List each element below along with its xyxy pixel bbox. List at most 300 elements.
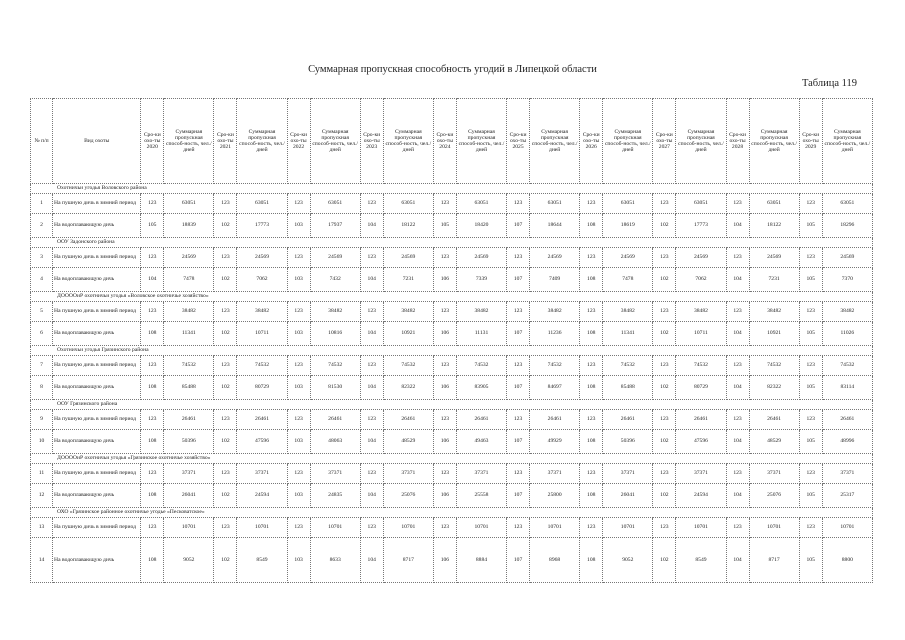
hunt-days-cell: 106 (433, 376, 456, 400)
hunt-days-cell: 107 (507, 484, 530, 508)
hunt-days-cell: 102 (653, 538, 676, 583)
hunt-days-cell: 123 (580, 518, 603, 538)
row-number: 5 (31, 302, 53, 322)
hunt-type-cell: На пушную дичь в зимний период (53, 464, 141, 484)
hunt-days-cell: 123 (653, 248, 676, 268)
capacity-cell: 48996 (822, 430, 872, 454)
table-row (31, 248, 873, 268)
capacity-cell: 10701 (310, 518, 360, 538)
capacity-cell: 63051 (676, 194, 726, 214)
hunt-days-cell: 103 (287, 322, 310, 346)
hunt-days-cell: 123 (287, 410, 310, 430)
hunt-type-cell: На пушную дичь в зимний период (53, 518, 141, 538)
section-row (31, 400, 873, 410)
hunt-type-cell: На пушную дичь в зимний период (53, 410, 141, 430)
header-hunt-days: Сро-ки охо-ты 2024 (433, 99, 456, 184)
capacity-cell: 10701 (749, 518, 799, 538)
capacity-cell: 63051 (383, 194, 433, 214)
capacity-cell: 74532 (456, 356, 506, 376)
table-header-row (31, 99, 873, 184)
hunt-days-cell: 123 (726, 302, 749, 322)
capacity-cell: 25076 (383, 484, 433, 508)
hunt-type-cell: На водоплавающую дичь (53, 376, 141, 400)
hunt-type-cell: На пушную дичь в зимний период (53, 302, 141, 322)
hunt-days-cell: 102 (653, 430, 676, 454)
header-capacity: Суммарная пропускная способ-ность, чел./дней (164, 99, 214, 184)
hunt-days-cell: 123 (507, 302, 530, 322)
header-hunt-days: Сро-ки охо-ты 2027 (653, 99, 676, 184)
hunt-days-cell: 123 (580, 464, 603, 484)
row-number: 3 (31, 248, 53, 268)
capacity-cell: 26461 (237, 410, 287, 430)
hunt-days-cell: 123 (433, 518, 456, 538)
hunt-days-cell: 123 (726, 464, 749, 484)
capacity-cell: 74532 (164, 356, 214, 376)
capacity-cell: 7409 (530, 268, 580, 292)
hunt-days-cell: 104 (360, 538, 383, 583)
hunt-days-cell: 123 (726, 248, 749, 268)
hunt-days-cell: 108 (141, 538, 164, 583)
hunt-days-cell: 123 (141, 302, 164, 322)
hunt-days-cell: 123 (287, 518, 310, 538)
capacity-cell: 10701 (237, 518, 287, 538)
capacity-cell: 38482 (530, 302, 580, 322)
capacity-cell: 74532 (603, 356, 653, 376)
capacity-cell: 83114 (822, 376, 872, 400)
hunt-days-cell: 104 (360, 322, 383, 346)
hunt-days-cell: 123 (214, 518, 237, 538)
capacity-cell: 10701 (603, 518, 653, 538)
table-row (31, 376, 873, 400)
capacity-cell: 37371 (676, 464, 726, 484)
capacity-cell: 10701 (383, 518, 433, 538)
hunt-days-cell: 104 (726, 538, 749, 583)
section-row (31, 454, 873, 464)
capacity-cell: 82322 (749, 376, 799, 400)
capacity-cell: 24569 (456, 248, 506, 268)
hunt-days-cell: 102 (214, 322, 237, 346)
hunt-days-cell: 123 (507, 194, 530, 214)
hunt-days-cell: 104 (360, 214, 383, 238)
table-row (31, 356, 873, 376)
hunt-days-cell: 123 (653, 518, 676, 538)
capacity-cell: 37371 (822, 464, 872, 484)
capacity-cell: 18839 (164, 214, 214, 238)
capacity-cell: 10816 (310, 322, 360, 346)
capacity-cell: 7370 (822, 268, 872, 292)
capacity-cell: 26461 (676, 410, 726, 430)
hunt-days-cell: 102 (653, 214, 676, 238)
header-capacity: Суммарная пропускная способ-ность, чел./дней (749, 99, 799, 184)
capacity-cell: 8717 (383, 538, 433, 583)
row-number: 7 (31, 356, 53, 376)
hunt-days-cell: 123 (799, 410, 822, 430)
capacity-cell: 49929 (530, 430, 580, 454)
hunt-days-cell: 123 (214, 410, 237, 430)
hunt-days-cell: 123 (214, 464, 237, 484)
hunt-days-cell: 123 (799, 518, 822, 538)
row-number: 9 (31, 410, 53, 430)
capacity-cell: 63051 (310, 194, 360, 214)
hunt-days-cell: 123 (580, 356, 603, 376)
hunt-days-cell: 123 (580, 194, 603, 214)
hunt-days-cell: 123 (507, 464, 530, 484)
hunt-days-cell: 123 (433, 194, 456, 214)
header-capacity: Суммарная пропускная способ-ность, чел./дней (530, 99, 580, 184)
hunt-days-cell: 105 (799, 430, 822, 454)
section-title: ДООООиР охотничьи угодья «Воловское охотничье хозяйство» (31, 292, 873, 302)
hunt-days-cell: 103 (287, 268, 310, 292)
capacity-cell: 85488 (603, 376, 653, 400)
hunt-days-cell: 123 (360, 302, 383, 322)
capacity-cell: 63051 (237, 194, 287, 214)
hunt-days-cell: 123 (726, 518, 749, 538)
capacity-cell: 7478 (603, 268, 653, 292)
capacity-cell: 10701 (456, 518, 506, 538)
header-hunt-days: Сро-ки охо-ты 2020 (141, 99, 164, 184)
capacity-cell: 8884 (456, 538, 506, 583)
hunt-days-cell: 108 (141, 322, 164, 346)
capacity-cell: 84697 (530, 376, 580, 400)
capacity-cell: 8549 (237, 538, 287, 583)
header-capacity: Суммарная пропускная способ-ность, чел./дней (383, 99, 433, 184)
capacity-cell: 26461 (456, 410, 506, 430)
header-hunt-days: Сро-ки охо-ты 2028 (726, 99, 749, 184)
hunt-days-cell: 123 (214, 194, 237, 214)
section-row (31, 292, 873, 302)
hunt-days-cell: 108 (580, 214, 603, 238)
capacity-cell: 7432 (310, 268, 360, 292)
hunt-days-cell: 102 (214, 268, 237, 292)
hunt-days-cell: 123 (141, 248, 164, 268)
hunt-days-cell: 123 (580, 302, 603, 322)
hunt-days-cell: 123 (433, 410, 456, 430)
hunt-days-cell: 105 (799, 538, 822, 583)
header-hunt-days: Сро-ки охо-ты 2023 (360, 99, 383, 184)
capacity-cell: 24569 (676, 248, 726, 268)
capacity-cell: 24835 (310, 484, 360, 508)
capacity-cell: 37371 (530, 464, 580, 484)
header-index: № п/п (31, 99, 53, 184)
hunt-days-cell: 105 (799, 214, 822, 238)
header-capacity: Суммарная пропускная способ-ность, чел./дней (822, 99, 872, 184)
capacity-cell: 24569 (383, 248, 433, 268)
capacity-cell: 24594 (237, 484, 287, 508)
hunt-days-cell: 123 (799, 302, 822, 322)
capacity-cell: 10701 (822, 518, 872, 538)
table-row (31, 214, 873, 238)
capacity-cell: 18296 (822, 214, 872, 238)
capacity-cell: 26041 (164, 484, 214, 508)
table-row (31, 518, 873, 538)
capacity-cell: 38482 (676, 302, 726, 322)
capacity-cell: 37371 (164, 464, 214, 484)
capacity-cell: 37371 (456, 464, 506, 484)
capacity-cell: 37371 (603, 464, 653, 484)
hunt-type-cell: На водоплавающую дичь (53, 484, 141, 508)
table-body (31, 184, 873, 583)
section-row (31, 346, 873, 356)
hunt-days-cell: 123 (360, 356, 383, 376)
hunt-days-cell: 103 (287, 484, 310, 508)
capacity-cell: 80729 (676, 376, 726, 400)
capacity-cell: 25800 (530, 484, 580, 508)
hunt-days-cell: 123 (287, 464, 310, 484)
hunt-days-cell: 123 (653, 194, 676, 214)
hunt-days-cell: 104 (726, 268, 749, 292)
hunt-days-cell: 123 (653, 410, 676, 430)
row-number: 10 (31, 430, 53, 454)
hunt-days-cell: 123 (726, 410, 749, 430)
capacity-cell: 18122 (383, 214, 433, 238)
capacity-cell: 37371 (237, 464, 287, 484)
header-hunt-days: Сро-ки охо-ты 2021 (214, 99, 237, 184)
capacity-cell: 11026 (822, 322, 872, 346)
hunt-days-cell: 123 (287, 194, 310, 214)
hunt-days-cell: 123 (141, 356, 164, 376)
row-number: 4 (31, 268, 53, 292)
hunt-type-cell: На водоплавающую дичь (53, 430, 141, 454)
hunt-days-cell: 104 (726, 484, 749, 508)
capacity-table (30, 98, 873, 583)
hunt-type-cell: На водоплавающую дичь (53, 538, 141, 583)
section-title: Охотничьи угодья Грязинского района (31, 346, 873, 356)
capacity-cell: 49463 (456, 430, 506, 454)
header-capacity: Суммарная пропускная способ-ность, чел./дней (310, 99, 360, 184)
capacity-cell: 38482 (456, 302, 506, 322)
capacity-cell: 37371 (383, 464, 433, 484)
capacity-cell: 17937 (310, 214, 360, 238)
capacity-cell: 63051 (164, 194, 214, 214)
capacity-cell: 50396 (603, 430, 653, 454)
capacity-cell: 10711 (237, 322, 287, 346)
hunt-days-cell: 123 (726, 194, 749, 214)
capacity-cell: 18420 (456, 214, 506, 238)
capacity-cell: 10921 (383, 322, 433, 346)
hunt-days-cell: 102 (214, 214, 237, 238)
capacity-cell: 48063 (310, 430, 360, 454)
hunt-days-cell: 106 (433, 268, 456, 292)
hunt-days-cell: 123 (141, 464, 164, 484)
capacity-cell: 37371 (749, 464, 799, 484)
hunt-days-cell: 106 (433, 538, 456, 583)
capacity-cell: 26461 (530, 410, 580, 430)
capacity-cell: 63051 (749, 194, 799, 214)
hunt-days-cell: 102 (214, 376, 237, 400)
hunt-days-cell: 104 (726, 322, 749, 346)
hunt-days-cell: 123 (507, 356, 530, 376)
hunt-days-cell: 123 (799, 194, 822, 214)
hunt-days-cell: 103 (287, 538, 310, 583)
header-capacity: Суммарная пропускная способ-ность, чел./дней (456, 99, 506, 184)
document-title: Суммарная пропускная способность угодий в Липецкой области (308, 64, 597, 75)
capacity-cell: 74532 (383, 356, 433, 376)
capacity-cell: 25558 (456, 484, 506, 508)
header-hunt-days: Сро-ки охо-ты 2026 (580, 99, 603, 184)
hunt-days-cell: 123 (360, 248, 383, 268)
hunt-days-cell: 107 (507, 538, 530, 583)
hunt-type-cell: На пушную дичь в зимний период (53, 356, 141, 376)
hunt-days-cell: 107 (507, 430, 530, 454)
hunt-days-cell: 105 (799, 484, 822, 508)
hunt-days-cell: 108 (580, 538, 603, 583)
capacity-cell: 74532 (676, 356, 726, 376)
capacity-cell: 47596 (237, 430, 287, 454)
capacity-cell: 8549 (676, 538, 726, 583)
capacity-cell: 63051 (456, 194, 506, 214)
table-row (31, 302, 873, 322)
hunt-days-cell: 102 (214, 430, 237, 454)
table-row (31, 484, 873, 508)
capacity-cell: 24594 (676, 484, 726, 508)
capacity-cell: 38482 (237, 302, 287, 322)
row-number: 2 (31, 214, 53, 238)
row-number: 6 (31, 322, 53, 346)
section-title: ОХО «Грязинское районное охотничье угодье «Песковатское» (31, 508, 873, 518)
capacity-cell: 38482 (383, 302, 433, 322)
table-row (31, 322, 873, 346)
capacity-cell: 10711 (676, 322, 726, 346)
hunt-days-cell: 123 (360, 518, 383, 538)
capacity-cell: 18122 (749, 214, 799, 238)
table-row (31, 430, 873, 454)
capacity-cell: 83905 (456, 376, 506, 400)
capacity-cell: 37371 (310, 464, 360, 484)
capacity-cell: 11236 (530, 322, 580, 346)
capacity-cell: 18644 (530, 214, 580, 238)
capacity-cell: 7062 (237, 268, 287, 292)
hunt-days-cell: 123 (433, 464, 456, 484)
hunt-days-cell: 123 (799, 464, 822, 484)
capacity-cell: 24569 (603, 248, 653, 268)
hunt-days-cell: 103 (287, 430, 310, 454)
hunt-days-cell: 123 (580, 410, 603, 430)
hunt-days-cell: 123 (433, 302, 456, 322)
capacity-cell: 10701 (164, 518, 214, 538)
capacity-cell: 38482 (749, 302, 799, 322)
hunt-days-cell: 107 (507, 322, 530, 346)
hunt-days-cell: 102 (653, 322, 676, 346)
hunt-type-cell: На водоплавающую дичь (53, 268, 141, 292)
hunt-days-cell: 123 (799, 248, 822, 268)
capacity-cell: 63051 (530, 194, 580, 214)
capacity-cell: 11341 (603, 322, 653, 346)
capacity-cell: 11341 (164, 322, 214, 346)
hunt-days-cell: 123 (580, 248, 603, 268)
hunt-days-cell: 105 (799, 268, 822, 292)
hunt-days-cell: 102 (653, 484, 676, 508)
hunt-days-cell: 104 (360, 430, 383, 454)
hunt-days-cell: 123 (653, 464, 676, 484)
hunt-days-cell: 102 (653, 376, 676, 400)
table-row (31, 410, 873, 430)
hunt-days-cell: 107 (507, 214, 530, 238)
capacity-cell: 26461 (383, 410, 433, 430)
section-title: ООУ Грязинского района (31, 400, 873, 410)
capacity-cell: 82322 (383, 376, 433, 400)
capacity-cell: 10701 (676, 518, 726, 538)
hunt-days-cell: 106 (433, 484, 456, 508)
hunt-days-cell: 123 (141, 410, 164, 430)
capacity-cell: 74532 (749, 356, 799, 376)
hunt-days-cell: 108 (580, 484, 603, 508)
capacity-cell: 26461 (164, 410, 214, 430)
capacity-cell: 38482 (164, 302, 214, 322)
capacity-cell: 48529 (383, 430, 433, 454)
hunt-days-cell: 123 (141, 194, 164, 214)
capacity-cell: 80729 (237, 376, 287, 400)
hunt-days-cell: 123 (141, 518, 164, 538)
capacity-cell: 17773 (676, 214, 726, 238)
section-title: ДООООиР охотничьи угодья «Грязинское охотничье хозяйство» (31, 454, 873, 464)
hunt-days-cell: 123 (214, 248, 237, 268)
capacity-cell: 17773 (237, 214, 287, 238)
capacity-cell: 26461 (749, 410, 799, 430)
section-title: Охотничьи угодья Воловского района (31, 184, 873, 194)
capacity-cell: 18619 (603, 214, 653, 238)
capacity-cell: 8633 (310, 538, 360, 583)
capacity-cell: 11131 (456, 322, 506, 346)
hunt-days-cell: 103 (287, 376, 310, 400)
hunt-days-cell: 123 (214, 356, 237, 376)
hunt-days-cell: 123 (507, 518, 530, 538)
hunt-type-cell: На пушную дичь в зимний период (53, 248, 141, 268)
header-capacity: Суммарная пропускная способ-ность, чел./дней (603, 99, 653, 184)
capacity-cell: 7231 (749, 268, 799, 292)
hunt-type-cell: На водоплавающую дичь (53, 322, 141, 346)
capacity-cell: 7339 (456, 268, 506, 292)
header-hunt-days: Сро-ки охо-ты 2029 (799, 99, 822, 184)
table-row (31, 464, 873, 484)
hunt-days-cell: 123 (507, 248, 530, 268)
hunt-days-cell: 108 (580, 376, 603, 400)
hunt-days-cell: 123 (726, 356, 749, 376)
hunt-days-cell: 107 (507, 268, 530, 292)
capacity-cell: 38482 (310, 302, 360, 322)
hunt-days-cell: 104 (360, 376, 383, 400)
capacity-cell: 38482 (822, 302, 872, 322)
hunt-days-cell: 123 (360, 410, 383, 430)
header-capacity: Суммарная пропускная способ-ность, чел./дней (237, 99, 287, 184)
hunt-days-cell: 102 (214, 538, 237, 583)
hunt-days-cell: 123 (360, 194, 383, 214)
capacity-cell: 38482 (603, 302, 653, 322)
capacity-cell: 8800 (822, 538, 872, 583)
hunt-days-cell: 104 (360, 484, 383, 508)
capacity-cell: 25317 (822, 484, 872, 508)
capacity-cell: 63051 (603, 194, 653, 214)
capacity-cell: 74532 (310, 356, 360, 376)
capacity-cell: 74532 (530, 356, 580, 376)
header-hunt-days: Сро-ки охо-ты 2025 (507, 99, 530, 184)
hunt-days-cell: 104 (726, 430, 749, 454)
hunt-days-cell: 123 (653, 356, 676, 376)
capacity-cell: 24569 (237, 248, 287, 268)
capacity-cell: 74532 (237, 356, 287, 376)
capacity-cell: 24569 (310, 248, 360, 268)
table-number-label: Таблица 119 (801, 78, 857, 89)
capacity-cell: 7231 (383, 268, 433, 292)
table-row (31, 538, 873, 583)
row-number: 8 (31, 376, 53, 400)
hunt-days-cell: 103 (287, 214, 310, 238)
capacity-cell: 26041 (603, 484, 653, 508)
hunt-days-cell: 108 (580, 268, 603, 292)
capacity-cell: 85488 (164, 376, 214, 400)
capacity-cell: 26461 (822, 410, 872, 430)
hunt-type-cell: На водоплавающую дичь (53, 214, 141, 238)
capacity-cell: 10701 (530, 518, 580, 538)
